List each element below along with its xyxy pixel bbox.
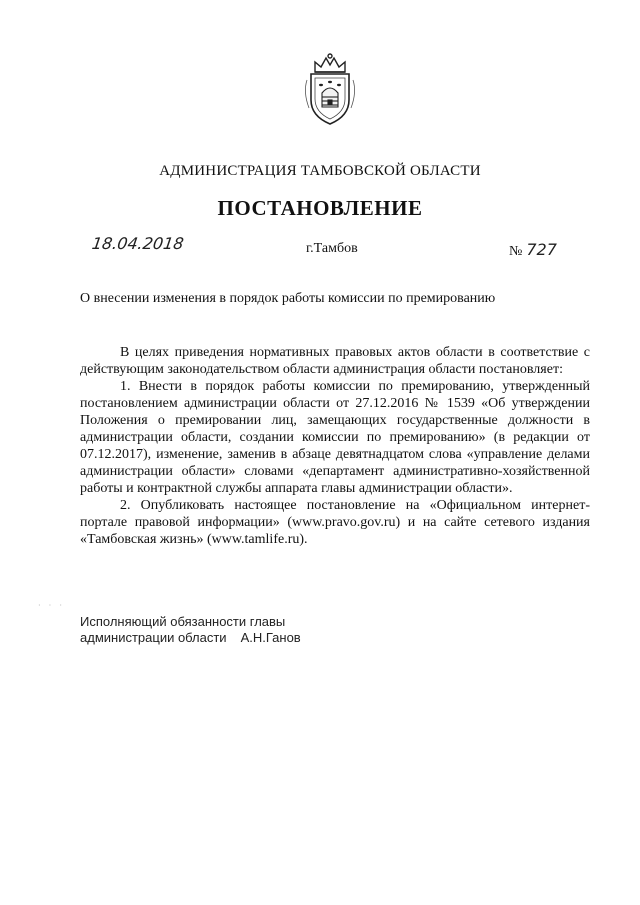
signer-name: А.Н.Ганов [240,630,301,645]
paragraph-preamble: В целях приведения нормативных правовых актов области в соответствие с действующим законодательством области администрация области постановляет: [80,345,590,377]
coat-of-arms-emblem [297,52,363,126]
number-prefix: № [509,244,523,259]
document-body [80,344,590,548]
paragraph-item-1: 1. Внести в порядок работы комиссии по премированию, утвержденный постановлением администрации области от 27.12.2016 № 1539 «Об утверждении Положения о премировании лиц, замещающих государственные должности в администрации области, создании комиссии по премированию» (в редакции от 07.12.2017), изменение, заменив в абзаце девятнадцатом слова «управление делами администрации области» словами «департамент административно-хозяйственной работы и контрактной службы аппарата главы администрации области». [80,379,590,496]
city-label: г.Тамбов [306,241,358,256]
scan-artifact-dots: · · · [38,601,65,610]
document-subject: О внесении изменения в порядок работы комиссии по премированию [80,291,496,306]
signature-block [80,614,301,646]
paragraph-item-2: 2. Опубликовать настоящее постановление на «Официальном интернет-портале правовой информации» (www.pravo.gov.ru) и на сайте сетевого издания «Тамбовская жизнь» (www.tamlife.ru). [80,498,590,547]
signer-title-line1: Исполняющий обязанности главы [80,614,286,629]
signer-title-line2 [80,630,301,646]
document-type-heading: ПОСТАНОВЛЕНИЕ [217,196,423,220]
signer-title-line2-text: администрации области [80,630,227,645]
document-number [509,240,557,260]
handwritten-date: 18.04.2018 [90,234,185,253]
handwritten-number: 727 [526,240,557,259]
organization-title: АДМИНИСТРАЦИЯ ТАМБОВСКОЙ ОБЛАСТИ [159,163,481,179]
